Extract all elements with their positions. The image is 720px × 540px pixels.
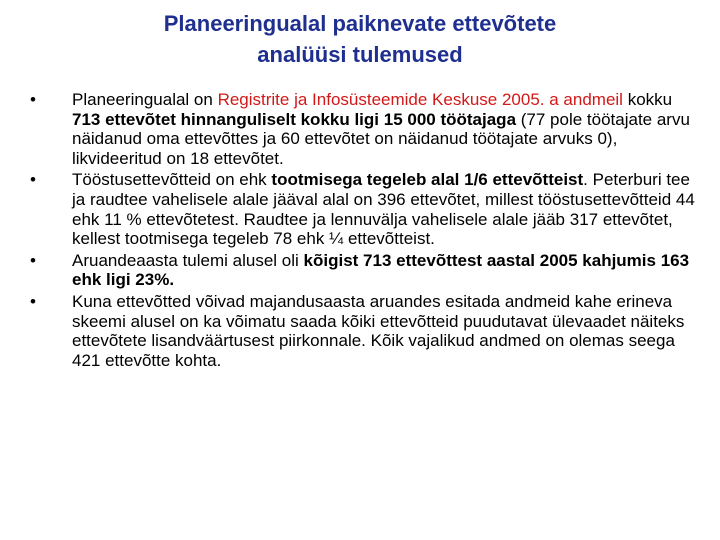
bullet-2-bold-figure: tootmisega tegeleb alal 1/6 ettevõtteist [271, 170, 584, 190]
bullet-4-text: Kuna ettevõtted võivad majandusaasta aruandes esitada andmeid kahe erineva skeemi alusel on ka võimatu saada kõiki ettevõtteid puudutavat ülevaadet näiteks ettevõtete lisandväärtusest piirkonnale. Kõik vajalikud andmed on olemas seega 421 ettevõtte kohta. [72, 291, 685, 370]
bullet-1-text: Planeeringualal on [72, 90, 218, 109]
slide-title-line-1: Planeeringualal paiknevate ettevõtete [163, 11, 557, 36]
slide-title [0, 8, 720, 70]
bullet-1-text: kokku [622, 90, 673, 109]
bullet-item-1 [30, 90, 700, 168]
bullet-3-text: Aruandeaasta tulemi alusel oli [72, 250, 304, 270]
bullet-item-3 [30, 251, 700, 290]
bullet-item-4 [30, 292, 700, 370]
bullet-2-text: Tööstusettevõtteid on ehk [72, 170, 272, 190]
bullet-item-2 [30, 170, 700, 248]
slide-title-line-2: analüüsi tulemused [257, 42, 463, 67]
bullet-1-bold-figure: 713 ettevõtet hinnanguliselt kokku ligi 15 000 töötajaga [72, 109, 517, 129]
bullet-3-bold-figure: kõigist 713 ettevõttest aastal 2005 kahjumis 163 ehk ligi 23%. [72, 250, 690, 290]
bullet-1-source-highlight: Registrite ja Infosüsteemide Keskuse 2005. a andmeil [217, 90, 623, 109]
bullet-2-text: . Peterburi tee ja raudtee vahelisele alale jääval alal on 396 ettevõtet, millest tööstusettevõtteid 44 ehk 11 % ettevõtetest. Raudtee ja lennuvälja vahelisele alale jääb 317 ettevõtet, kellest tootmisega tegeleb 78 ehk ¼ ettevõtteist. [72, 170, 695, 249]
bullet-1-text: (77 pole töötajate arvu näidanud oma ettevõttes ja 60 ettevõtet on näidanud töötajate arvuks 0), likvideeritud on 18 ettevõtet. [72, 109, 690, 168]
bullet-list [30, 90, 700, 372]
